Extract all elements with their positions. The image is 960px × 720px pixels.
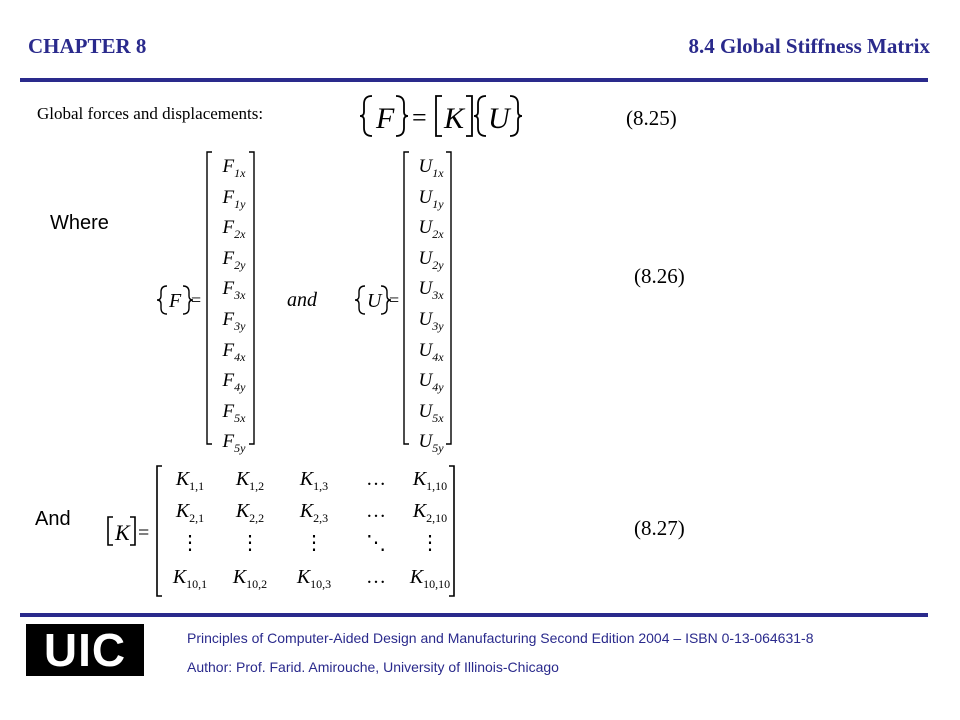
eq826-equals-2: = bbox=[389, 290, 400, 310]
matrix-cell: $K_{10,2}$ bbox=[232, 566, 268, 591]
displacement-vector-entry: $U_{5y}$ bbox=[418, 431, 444, 456]
force-vector-entry: $F_{4x}$ bbox=[222, 339, 246, 364]
footer-book-info: Principles of Computer-Aided Design and Manufacturing Second Edition 2004 – ISBN 0-13-064631-8 bbox=[187, 630, 814, 646]
eq827-K-lhs: K bbox=[115, 520, 130, 545]
matrix-cell: ⋱ bbox=[366, 532, 386, 554]
displacement-vector-entry: $U_{1y}$ bbox=[418, 186, 444, 211]
matrix-cell: $K_{2,2}$ bbox=[235, 500, 265, 525]
force-vector-entry: $F_{2x}$ bbox=[222, 217, 246, 241]
matrix-cell: … bbox=[366, 468, 386, 490]
force-vector-entry: $F_{2y}$ bbox=[222, 247, 246, 272]
eq827-equals: = bbox=[138, 522, 150, 544]
eq826-U-lhs: U bbox=[367, 290, 382, 312]
matrix-cell: $K_{10,10}$ bbox=[409, 566, 451, 591]
and-label: And bbox=[35, 508, 71, 530]
eq825-U: U bbox=[488, 102, 510, 135]
displacement-vector-entry: $U_{4y}$ bbox=[418, 370, 444, 394]
matrix-cell: … bbox=[366, 500, 386, 522]
displacement-vector-entry: $U_{4x}$ bbox=[418, 339, 444, 364]
footer-author: Author: Prof. Farid. Amirouche, University of Illinois-Chicago bbox=[187, 659, 559, 675]
matrix-cell: $K_{1,2}$ bbox=[235, 468, 265, 493]
force-vector-entry: $F_{1y}$ bbox=[222, 186, 246, 211]
matrix-cell: $K_{10,3}$ bbox=[296, 566, 332, 591]
equation-8-25 bbox=[360, 90, 530, 140]
chapter-title: CHAPTER 8 bbox=[28, 34, 147, 58]
where-label: Where bbox=[50, 212, 109, 234]
displacement-vector-entry: $U_{3x}$ bbox=[418, 278, 444, 303]
matrix-cell: ⋮ bbox=[420, 532, 440, 554]
section-title: 8.4 Global Stiffness Matrix bbox=[688, 34, 930, 58]
matrix-cell: ⋮ bbox=[180, 532, 200, 554]
eq-number-8-25: (8.25) bbox=[626, 106, 677, 130]
matrix-cell: $K_{10,1}$ bbox=[172, 566, 208, 591]
header-rule bbox=[20, 78, 928, 82]
force-vector-entry: $F_{5y}$ bbox=[222, 431, 246, 456]
displacement-vector-entry: $U_{3y}$ bbox=[418, 308, 444, 333]
matrix-cell: $K_{1,10}$ bbox=[412, 468, 448, 493]
displacement-vector-entry: $U_{2y}$ bbox=[418, 247, 444, 272]
force-vector-entry: $F_{3x}$ bbox=[222, 278, 246, 303]
eq-number-8-27: (8.27) bbox=[634, 516, 685, 540]
eq825-K: K bbox=[444, 102, 465, 135]
uic-logo: UIC bbox=[26, 624, 144, 676]
matrix-cell: … bbox=[366, 566, 386, 588]
force-vector-entry: $F_{4y}$ bbox=[222, 370, 246, 394]
displacement-vector-entry: $U_{2x}$ bbox=[418, 217, 444, 241]
displacement-vector-entry: $U_{1x}$ bbox=[418, 156, 444, 180]
footer-rule bbox=[20, 613, 928, 617]
force-vector-entry: $F_{5x}$ bbox=[222, 400, 246, 425]
matrix-cell: $K_{2,3}$ bbox=[299, 500, 329, 525]
stiffness-matrix bbox=[155, 466, 455, 596]
eq826-F-lhs: F bbox=[169, 290, 182, 312]
eq826-equals-1: = bbox=[191, 290, 202, 310]
force-vector-entry: $F_{3y}$ bbox=[222, 308, 246, 333]
force-vector-entry: $F_{1x}$ bbox=[222, 156, 246, 180]
global-forces-label: Global forces and displacements: bbox=[37, 104, 264, 123]
matrix-cell: ⋮ bbox=[240, 532, 260, 554]
displacement-vector bbox=[402, 152, 460, 458]
matrix-cell: $K_{2,1}$ bbox=[175, 500, 205, 525]
eq825-F: F bbox=[376, 102, 395, 135]
force-vector bbox=[205, 152, 263, 458]
matrix-cell: $K_{2,10}$ bbox=[412, 500, 448, 525]
eq826-and: and bbox=[287, 289, 317, 311]
matrix-cell: $K_{1,1}$ bbox=[175, 468, 205, 493]
displacement-vector-entry: $U_{5x}$ bbox=[418, 400, 444, 425]
eq825-equals: = bbox=[412, 103, 427, 132]
matrix-cell: $K_{1,3}$ bbox=[299, 468, 329, 493]
matrix-cell: ⋮ bbox=[304, 532, 324, 554]
eq-number-8-26: (8.26) bbox=[634, 264, 685, 288]
